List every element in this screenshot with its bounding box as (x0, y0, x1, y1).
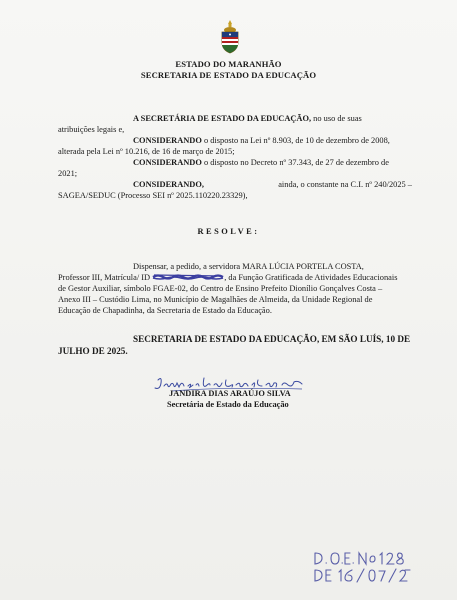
header-state: ESTADO DO MARANHÃO (175, 59, 282, 69)
considering-1 (133, 136, 390, 146)
signatory-name: JANDIRA DIAS ARAÚJO SILVA (169, 389, 291, 398)
considering-2-rest: o disposto no Decreto nº 37.343, de 27 de dezembro de (203, 158, 389, 167)
considering-1-bold: CONSIDERANDO (133, 136, 202, 145)
coat-of-arms-icon (218, 20, 242, 54)
closing-line-1: SECRETARIA DE ESTADO DA EDUCAÇÃO, EM SÃO LUÍS, 10 DE (133, 334, 411, 344)
intro-line1-rest: no uso de suas (313, 114, 362, 123)
body-line2-b: , da Função Gratificada de Atividades Educacionais (224, 273, 398, 282)
considering-3 (133, 180, 412, 190)
considering-3-line2: SAGEA/SEDUC (Processo SEI nº 2025.110220.23329), (58, 191, 248, 200)
considering-1-line2: alterada pela Lei nº 10.216, de 16 de março de 2015; (58, 147, 235, 156)
considering-2 (133, 158, 389, 168)
intro-secretary-bold: A SECRETÁRIA DE ESTADO DA EDUCAÇÃO, (133, 114, 312, 123)
handwritten-doe-note-line-1 (312, 550, 412, 568)
considering-2-bold: CONSIDERANDO (133, 158, 202, 167)
body-line2-a: Professor III, Matrícula/ ID (58, 273, 151, 282)
closing-line-2: JULHO DE 2025. (58, 346, 128, 356)
body-line-3: de Gestor Auxiliar, símbolo FGAE-02, do Centro de Ensino Prefeito Dionílio Gonçalves Costa – (58, 284, 383, 293)
body-line-4: Anexo III – Custódio Lima, no Município de Magalhães de Almeida, da Unidade Regional de (58, 295, 373, 304)
handwritten-doe-note-line-2 (312, 567, 412, 585)
resolve-heading: RESOLVE: (197, 227, 260, 236)
body-line-5: Educação de Chapadinha, da Secretaria de Estado da Educação. (58, 306, 272, 315)
redacted-id (152, 273, 224, 281)
considering-1-rest: o disposto na Lei nº 8.903, de 10 de dezembro de 2008, (203, 136, 390, 145)
considering-3-rest: ainda, o constante na C.I. nº 240/2025 – (278, 180, 412, 189)
intro-line-2: atribuições legais e, (58, 125, 125, 134)
body-line-1: Dispensar, a pedido, a servidora MARA LÚCIA PORTELA COSTA, (133, 262, 364, 271)
considering-2-line2: 2021; (58, 169, 78, 178)
body-line-2 (58, 273, 397, 283)
intro-line-1 (133, 114, 362, 124)
considering-3-bold: CONSIDERANDO, (133, 180, 204, 189)
header-secretariat: SECRETARIA DE ESTADO DA EDUCAÇÃO (140, 70, 317, 80)
signatory-role: Secretária de Estado da Educação (167, 400, 289, 409)
